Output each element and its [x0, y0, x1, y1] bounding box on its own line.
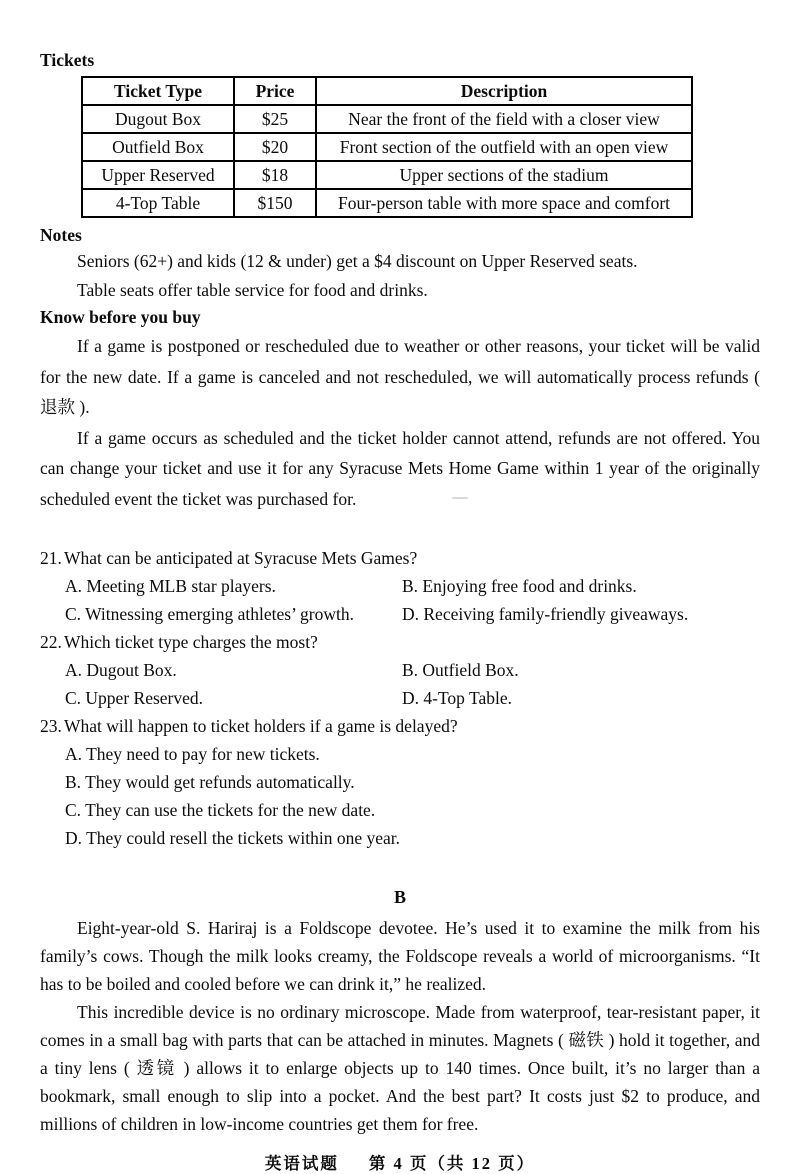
cell-description: Four-person table with more space and comfort: [316, 189, 692, 217]
cell-ticket-type: Dugout Box: [82, 105, 234, 133]
option-c: C. They can use the tickets for the new date.: [65, 800, 376, 820]
cell-ticket-type: Upper Reserved: [82, 161, 234, 189]
table-row: [82, 133, 692, 161]
option-b: B. Outfield Box.: [402, 660, 519, 680]
passage-paragraph: Eight-year-old S. Hariraj is a Foldscope devotee. He’s used it to examine the milk from his family’s cows. Though the milk looks creamy, the Foldscope reveals a world of microorganisms. “It has to be boiled and cooled before we can drink it,” he realized.: [40, 918, 760, 994]
option-b: B. They would get refunds automatically.: [65, 772, 355, 792]
scan-smudge-artifact: [452, 497, 468, 499]
cell-price: $20: [234, 133, 316, 161]
question-text: [40, 628, 760, 656]
options-list: [40, 740, 760, 852]
question-23: [40, 712, 760, 852]
passage-paragraph: This incredible device is no ordinary microscope. Made from waterproof, tear-resistant paper, it comes in a small bag with parts that can be attached in minutes. Magnets ( 磁铁 ) hold it together, and a tiny lens ( 透镜 ) allows it to enlarge objects up to 140 times. Once built, it’s no larger than a bookmark, small enough to slip into a pocket. And the best part? It costs just $2 to produce, and millions of children in low-income countries get them for free.: [40, 1002, 760, 1134]
question-number: 23.: [40, 716, 62, 736]
options-list: [40, 656, 760, 712]
options-list: [40, 572, 760, 628]
note-line: Table seats offer table service for food and drinks.: [77, 280, 428, 300]
column-header-ticket-type: Ticket Type: [82, 77, 234, 105]
question-22: [40, 628, 760, 712]
passage-b-heading: B: [393, 887, 406, 907]
cell-ticket-type: 4-Top Table: [82, 189, 234, 217]
cell-price: $25: [234, 105, 316, 133]
cell-price: $18: [234, 161, 316, 189]
question-21: [40, 544, 760, 628]
table-row: [82, 161, 692, 189]
option-a: A. They need to pay for new tickets.: [65, 744, 320, 764]
question-number: 22.: [40, 632, 62, 652]
option-d: D. They could resell the tickets within one year.: [65, 828, 401, 848]
know-before-you-buy-section: [40, 305, 760, 514]
option-b: B. Enjoying free food and drinks.: [402, 576, 637, 596]
cell-description: Upper sections of the stadium: [316, 161, 692, 189]
option-a: A. Dugout Box.: [65, 660, 177, 680]
question-text: [40, 712, 760, 740]
policy-paragraph: If a game is postponed or rescheduled due to weather or other reasons, your ticket will be valid for the new date. If a game is canceled and not rescheduled, we will automatically process refunds ( 退款 ).: [40, 336, 760, 417]
passage-b: [40, 914, 760, 1138]
cell-ticket-type: Outfield Box: [82, 133, 234, 161]
option-c: C. Witnessing emerging athletes’ growth.: [65, 604, 354, 624]
column-header-description: Description: [316, 77, 692, 105]
notes-section: [40, 223, 760, 305]
policy-paragraph: If a game occurs as scheduled and the ticket holder cannot attend, refunds are not offered. You can change your ticket and use it for any Syracuse Mets Home Game within 1 year of the originally scheduled event the ticket was purchased for.: [40, 427, 760, 509]
notes-heading: Notes: [40, 225, 82, 245]
tickets-table: [81, 76, 693, 218]
option-d: D. 4-Top Table.: [402, 688, 512, 708]
table-header-row: [82, 77, 692, 105]
option-a: A. Meeting MLB star players.: [65, 576, 276, 596]
option-c: C. Upper Reserved.: [65, 688, 204, 708]
tickets-heading: Tickets: [40, 50, 95, 70]
question-stem: What can be anticipated at Syracuse Mets Games?: [64, 548, 418, 568]
question-stem: Which ticket type charges the most?: [64, 632, 318, 652]
cell-description: Near the front of the field with a closer view: [316, 105, 692, 133]
option-d: D. Receiving family-friendly giveaways.: [402, 604, 689, 624]
question-stem: What will happen to ticket holders if a game is delayed?: [64, 716, 458, 736]
footer-subject: 英语试题: [264, 1154, 339, 1173]
questions-section: [40, 544, 760, 852]
footer-page-number: 第 4 页（共 12 页）: [368, 1154, 536, 1173]
cell-description: Front section of the outfield with an open view: [316, 133, 692, 161]
table-row: [82, 189, 692, 217]
column-header-price: Price: [234, 77, 316, 105]
question-text: [40, 544, 760, 572]
table-row: [82, 105, 692, 133]
page-footer: [40, 1150, 760, 1174]
cell-price: $150: [234, 189, 316, 217]
note-line: Seniors (62+) and kids (12 & under) get a $4 discount on Upper Reserved seats.: [77, 251, 638, 271]
question-number: 21.: [40, 548, 62, 568]
know-before-you-buy-heading: Know before you buy: [40, 307, 201, 327]
